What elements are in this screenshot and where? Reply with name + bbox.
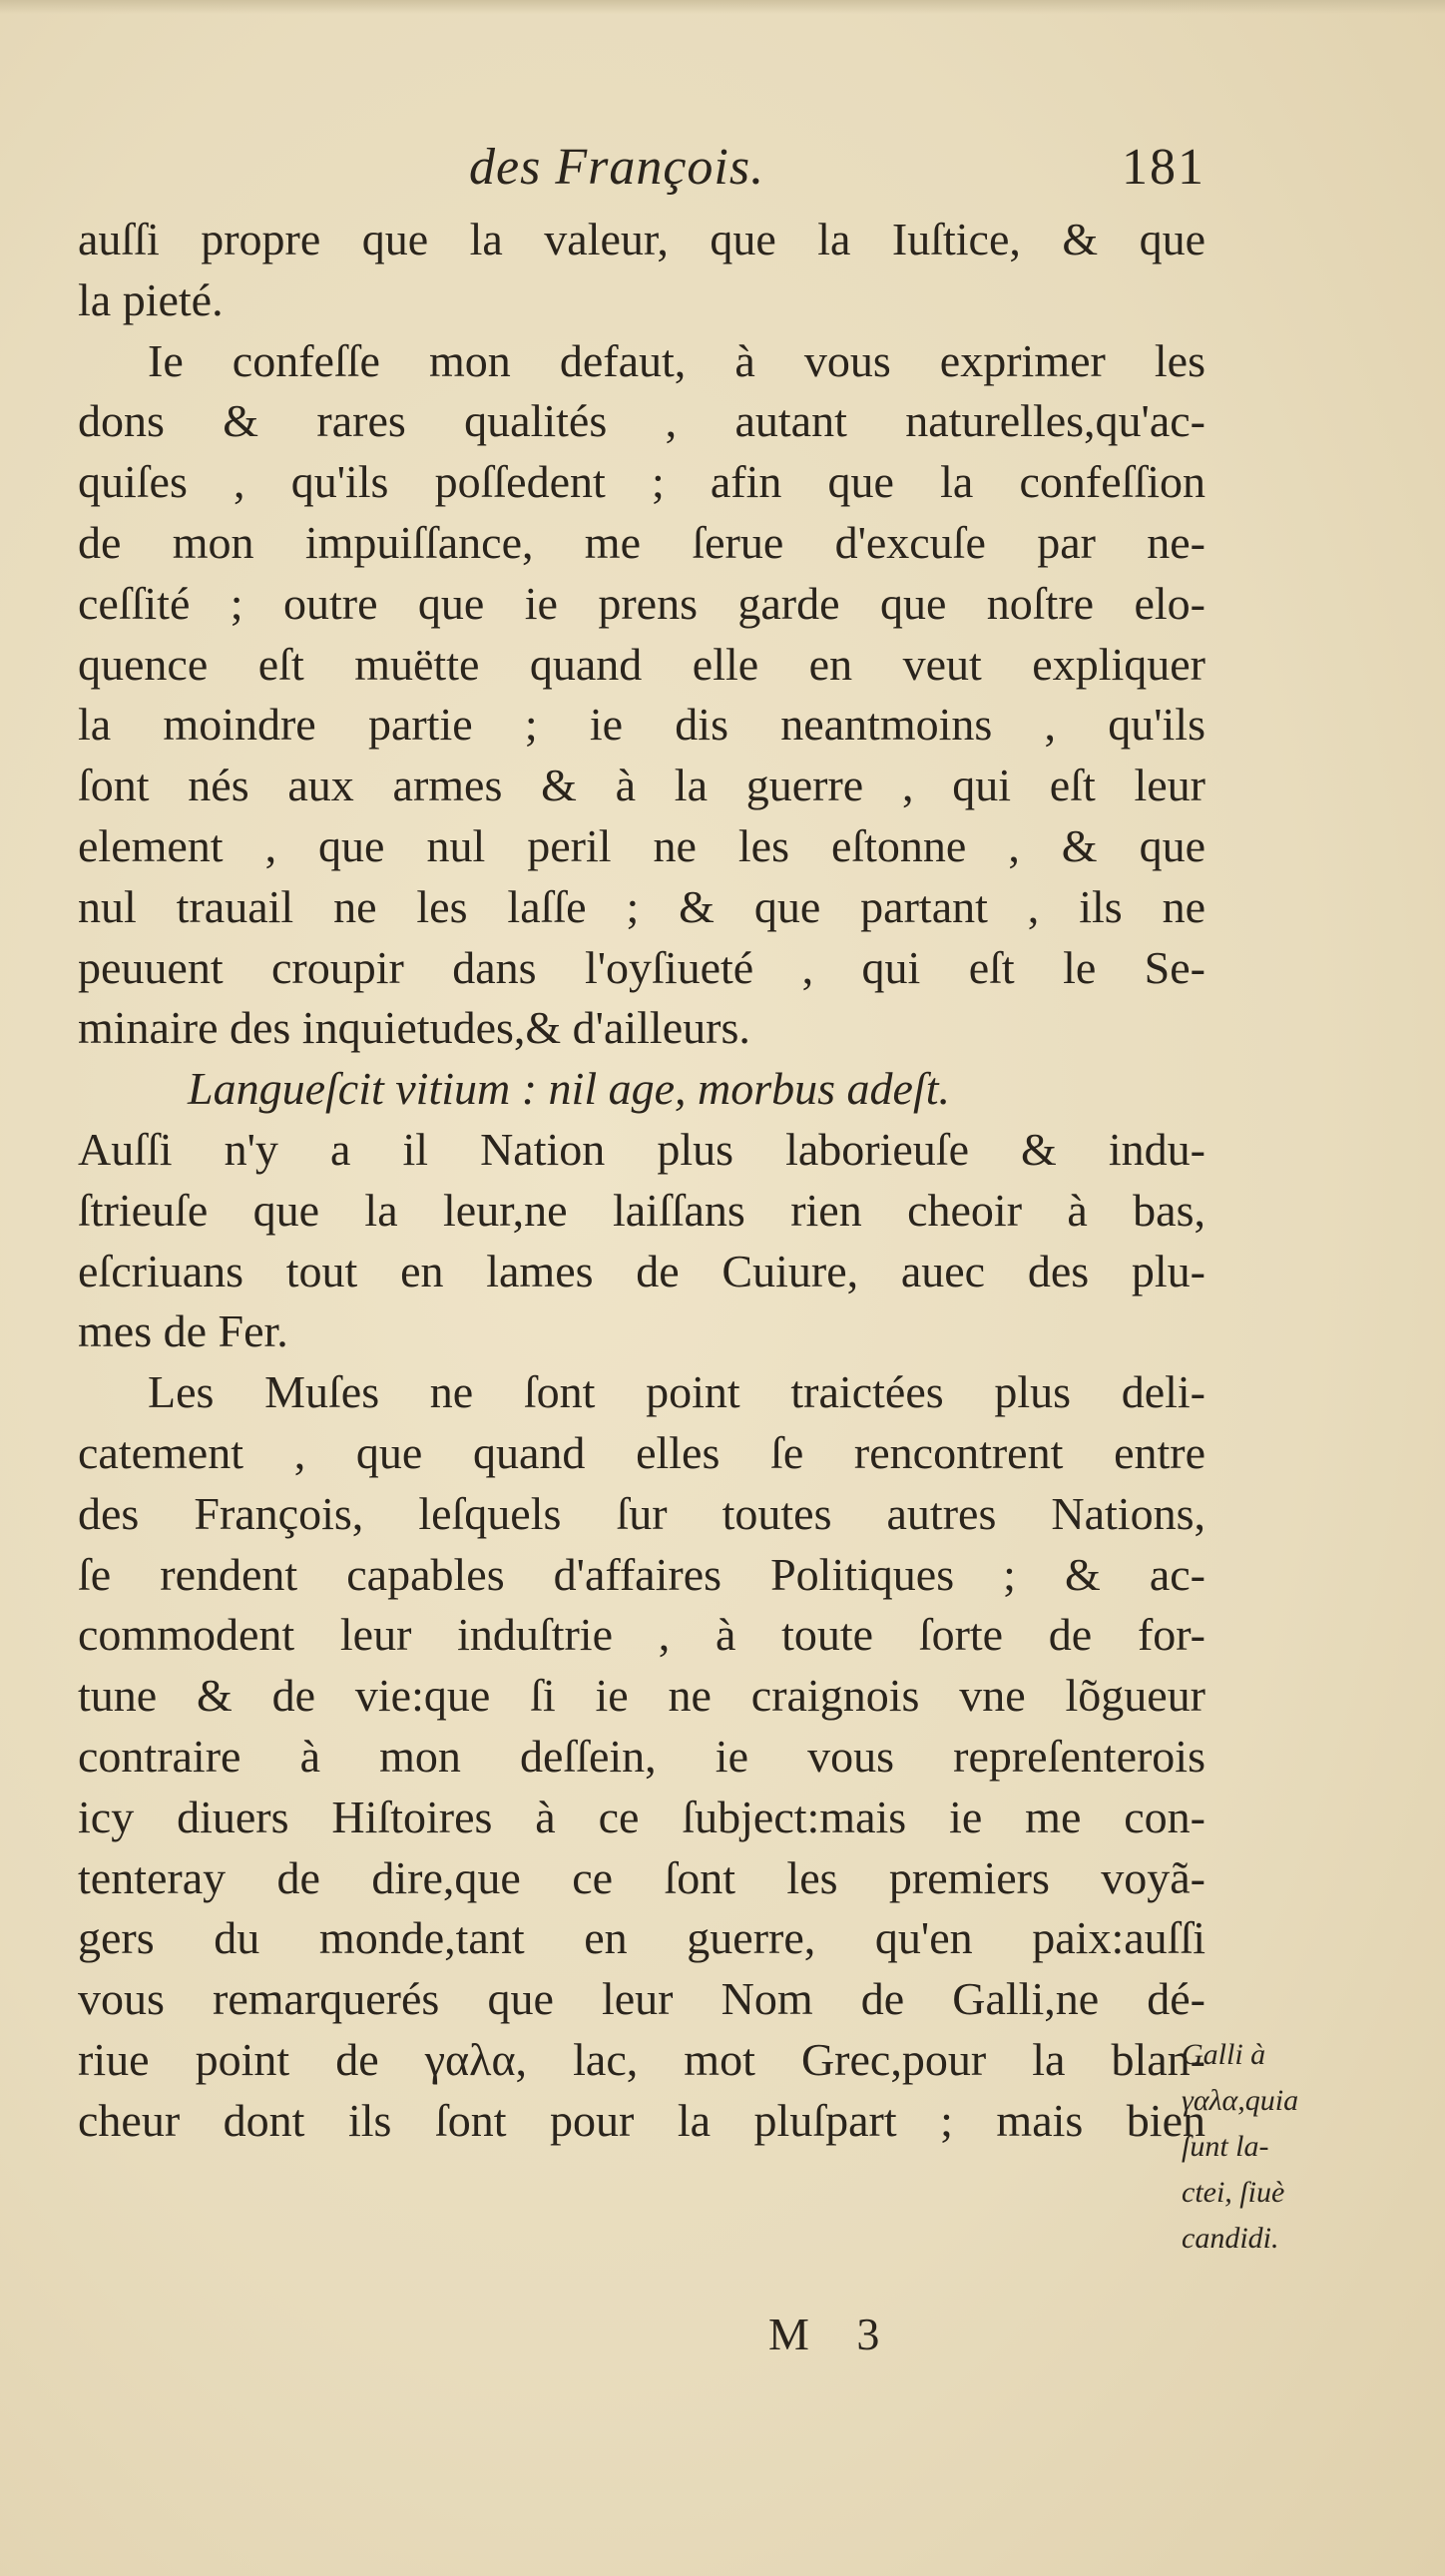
text-line: icy diuers Hiſtoires à ce ſubject:mais ie me con- bbox=[78, 1791, 1205, 1842]
text-line: peuuent croupir dans l'oyſiueté , qui eſt le Se- bbox=[78, 941, 1205, 993]
text-line: Auſſi n'y a il Nation plus laborieuſe & indu- bbox=[78, 1123, 1205, 1175]
text-line: contraire à mon deſſein, ie vous repreſenterois bbox=[78, 1730, 1205, 1782]
text-line: ſtrieuſe que la leur,ne laiſſans rien cheoir à bas, bbox=[78, 1184, 1205, 1236]
text-line: eſcriuans tout en lames de Cuiure, auec des plu- bbox=[78, 1245, 1205, 1296]
marginal-note-line: ſunt la- bbox=[1182, 2130, 1269, 2163]
signature-mark: M 3 bbox=[768, 2309, 898, 2359]
text-line: Ie confeſſe mon defaut, à vous exprimer les bbox=[148, 334, 1205, 386]
marginal-note-line: γαλα,quia bbox=[1182, 2084, 1299, 2117]
text-line: ſont nés aux armes & à la guerre , qui eſt leur bbox=[78, 760, 1205, 811]
text-line: vous remarquerés que leur Nom de Galli,ne dé- bbox=[78, 1973, 1205, 2025]
page-number: 181 bbox=[1122, 139, 1205, 196]
text-line: cheur dont ils ſont pour la pluſpart ; mais bien bbox=[78, 2094, 1205, 2146]
text-line: tenteray de dire,que ce ſont les premiers voyã- bbox=[78, 1851, 1205, 1903]
text-line: la pieté. bbox=[78, 273, 224, 325]
text-line: ſe rendent capables d'affaires Politiques ; & ac- bbox=[78, 1548, 1205, 1600]
text-line: mes de Fer. bbox=[78, 1305, 288, 1357]
marginal-note-line: Galli à bbox=[1182, 2038, 1266, 2071]
text-line: Les Muſes ne ſont point traictées plus deli- bbox=[148, 1366, 1205, 1418]
running-head bbox=[78, 138, 1205, 208]
text-line: quence eſt muëtte quand elle en veut expliquer bbox=[78, 638, 1205, 690]
text-line: ceſſité ; outre que ie prens garde que noſtre elo- bbox=[78, 577, 1205, 629]
text-line: nul trauail ne les laſſe ; & que partant , ils ne bbox=[78, 880, 1205, 932]
text-line: tune & de vie:que ſi ie ne craignois vne lõgueur bbox=[78, 1670, 1205, 1722]
marginal-note bbox=[1182, 2032, 1421, 2262]
text-line: gers du monde,tant en guerre, qu'en paix:auſſi bbox=[78, 1912, 1205, 1964]
text-line: minaire des inquietudes,& d'ailleurs. bbox=[78, 1002, 750, 1054]
marginal-note-line: ctei, ſiuè bbox=[1182, 2176, 1285, 2209]
text-line: auſſi propre que la valeur, que la Iuſtice, & que bbox=[78, 214, 1205, 264]
text-line: catement , que quand elles ſe rencontrent entre bbox=[78, 1426, 1205, 1478]
running-title: des François. bbox=[469, 139, 765, 196]
text-line: la moindre partie ; ie dis neantmoins , qu'ils bbox=[78, 699, 1205, 751]
text-line: element , que nul peril ne les eſtonne , & que bbox=[78, 819, 1205, 871]
text-line: des François, leſquels ſur toutes autres Nations, bbox=[78, 1487, 1205, 1539]
text-line: riue point de γαλα, lac, mot Grec,pour la blan- bbox=[78, 2033, 1205, 2085]
marginal-note-line: candidi. bbox=[1182, 2222, 1279, 2255]
page-edge bbox=[0, 0, 1445, 14]
text-line: quiſes , qu'ils poſſedent ; afin que la confeſſion bbox=[78, 456, 1205, 508]
body-text bbox=[78, 210, 1205, 2152]
text-line: commodent leur induſtrie , à toute ſorte de for- bbox=[78, 1609, 1205, 1661]
text-line: dons & rares qualités , autant naturelles,qu'ac- bbox=[78, 395, 1205, 447]
latin-quotation: Langueſcit vitium : nil age, morbus adeſt. bbox=[188, 1063, 951, 1115]
text-line: de mon impuiſſance, me ſerue d'excuſe par ne- bbox=[78, 516, 1205, 568]
